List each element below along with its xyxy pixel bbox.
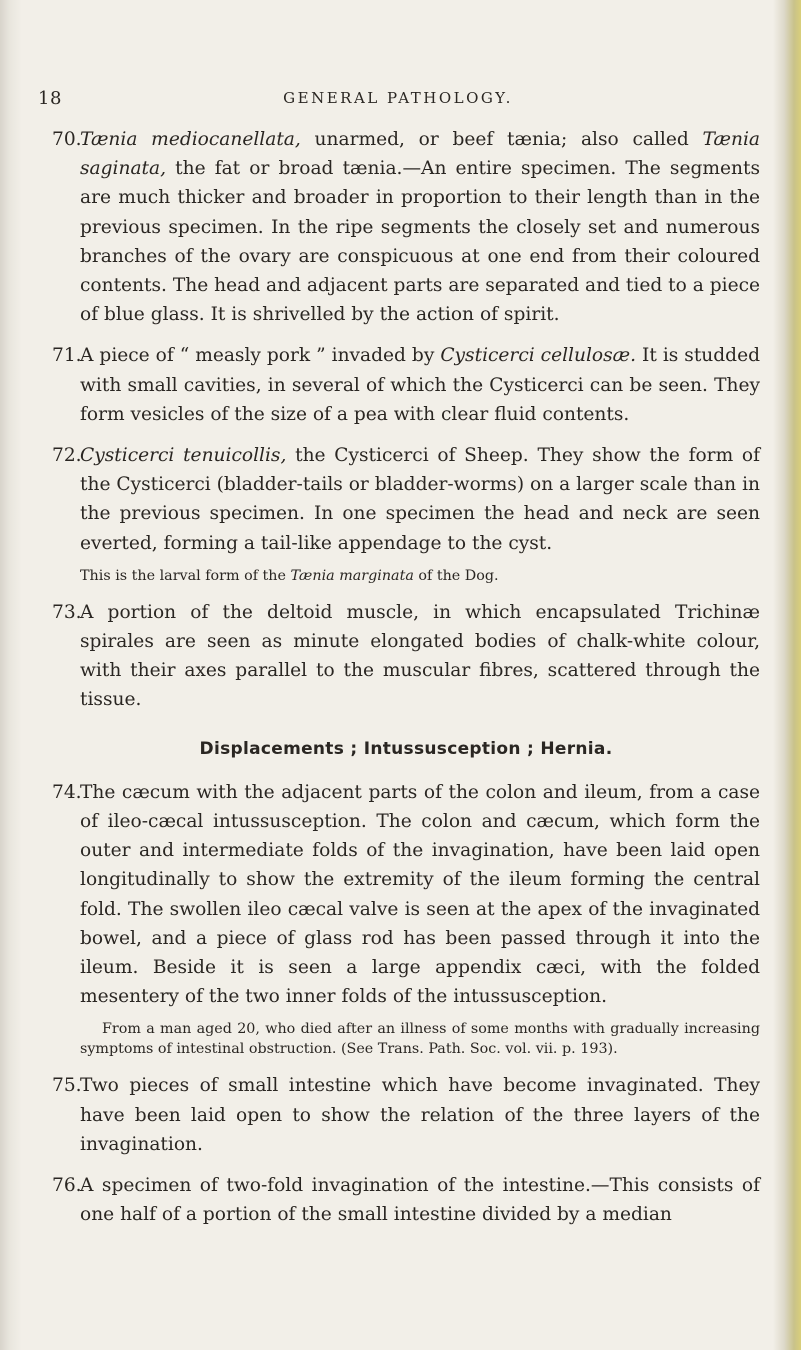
text-run: of the Dog. xyxy=(413,567,499,584)
section-heading: Displacements ; Intussusception ; Hernia. xyxy=(199,738,613,759)
text-run: the Cysticerci of Sheep. They show the form of the Cysticerci (bladder-tails or bladder-worms) on a larger scale than in the previous specimen. In one specimen the head and neck are seen everted, forming a tail-like appendage to the cyst. xyxy=(80,445,761,554)
catalogue-entry xyxy=(52,1171,760,1229)
text-run: A specimen of two-fold invagination of the intestine.—This consists of one half of a portion of the small intestine divided by a median xyxy=(80,1175,760,1226)
entry-number: 71. xyxy=(52,345,82,367)
text-run: A piece of “ measly pork ” invaded by xyxy=(80,345,441,367)
catalogue-entry xyxy=(52,598,760,715)
text-run: This is the larval form of the xyxy=(80,567,291,584)
entry-number: 74. xyxy=(52,781,82,803)
italic-text: Tænia saginata, xyxy=(80,129,760,180)
italic-text: Tænia marginata xyxy=(290,567,414,584)
text-run: The cæcum with the adjacent parts of the colon and ileum, from a case of ileo-cæcal intussusception. The colon and cæcum, which form the outer and intermediate folds of the invagination, have been laid open longitudinally to show the extremity of the ileum forming the central fold. The swollen ileo cæcal valve is seen at the apex of the invaginated bowel, and a piece of glass rod has been passed through it into the ileum. Beside it is seen a large appendix cæci, with the folded mesentery of the two inner folds of the intussusception. xyxy=(80,781,760,1008)
catalogue-entry xyxy=(52,125,760,329)
left-binding-shadow xyxy=(0,0,22,1350)
page-number: 18 xyxy=(38,88,62,109)
catalogue-entry xyxy=(52,1071,760,1159)
body-text xyxy=(52,125,760,1242)
running-head xyxy=(38,88,758,110)
running-title: GENERAL PATHOLOGY. xyxy=(283,89,513,107)
right-page-edge xyxy=(773,0,801,1350)
text-run: It is studded with small cavities, in several of which the Cysticerci can be seen. They form vesicles of the size of a pea with clear fluid contents. xyxy=(80,345,760,425)
catalogue-entry xyxy=(52,341,760,429)
entry-number: 70. xyxy=(52,129,82,150)
text-run: A portion of the deltoid muscle, in which encapsulated Trichinæ spirales are seen as minute elongated bodies of chalk-white colour, with their axes parallel to the muscular fibres, scattered through the tissue. xyxy=(80,601,760,711)
italic-text: Cysticerci tenuicollis, xyxy=(80,445,287,467)
entry-number: 75. xyxy=(52,1075,82,1097)
entry-number: 73. xyxy=(52,601,82,623)
entry-number: 76. xyxy=(52,1175,82,1197)
text-run: Two pieces of small intestine which have become invaginated. They have been laid open to show the relation of the three layers of the invagination. xyxy=(80,1075,760,1155)
entry-note xyxy=(80,1019,760,1059)
italic-text: Tænia mediocanellata, xyxy=(80,129,301,150)
entry-number: 72. xyxy=(52,445,82,467)
catalogue-entry xyxy=(52,778,760,1012)
catalogue-entry xyxy=(52,441,760,558)
text-run: the fat or broad tænia.—An entire specimen. The segments are much thicker and broader in proportion to their length than in the previous specimen. In the ripe segments the closely set and numerous branches of the ovary are conspicuous at one end from their coloured contents. The head and adjacent parts are separated and tied to a piece of blue glass. It is shrivelled by the action of spirit. xyxy=(80,158,760,326)
entries-before xyxy=(52,125,760,715)
entries-after xyxy=(52,778,760,1230)
italic-text: Cysticerci cellulosæ. xyxy=(440,345,637,367)
text-run: unarmed, or beef tænia; also called xyxy=(300,129,703,150)
text-run: From a man aged 20, who died after an illness of some months with gradually increasing symptoms of intestinal obstruction. (See Trans. Path. Soc. vol. vii. p. 193). xyxy=(80,1021,760,1058)
entry-note xyxy=(80,566,760,586)
